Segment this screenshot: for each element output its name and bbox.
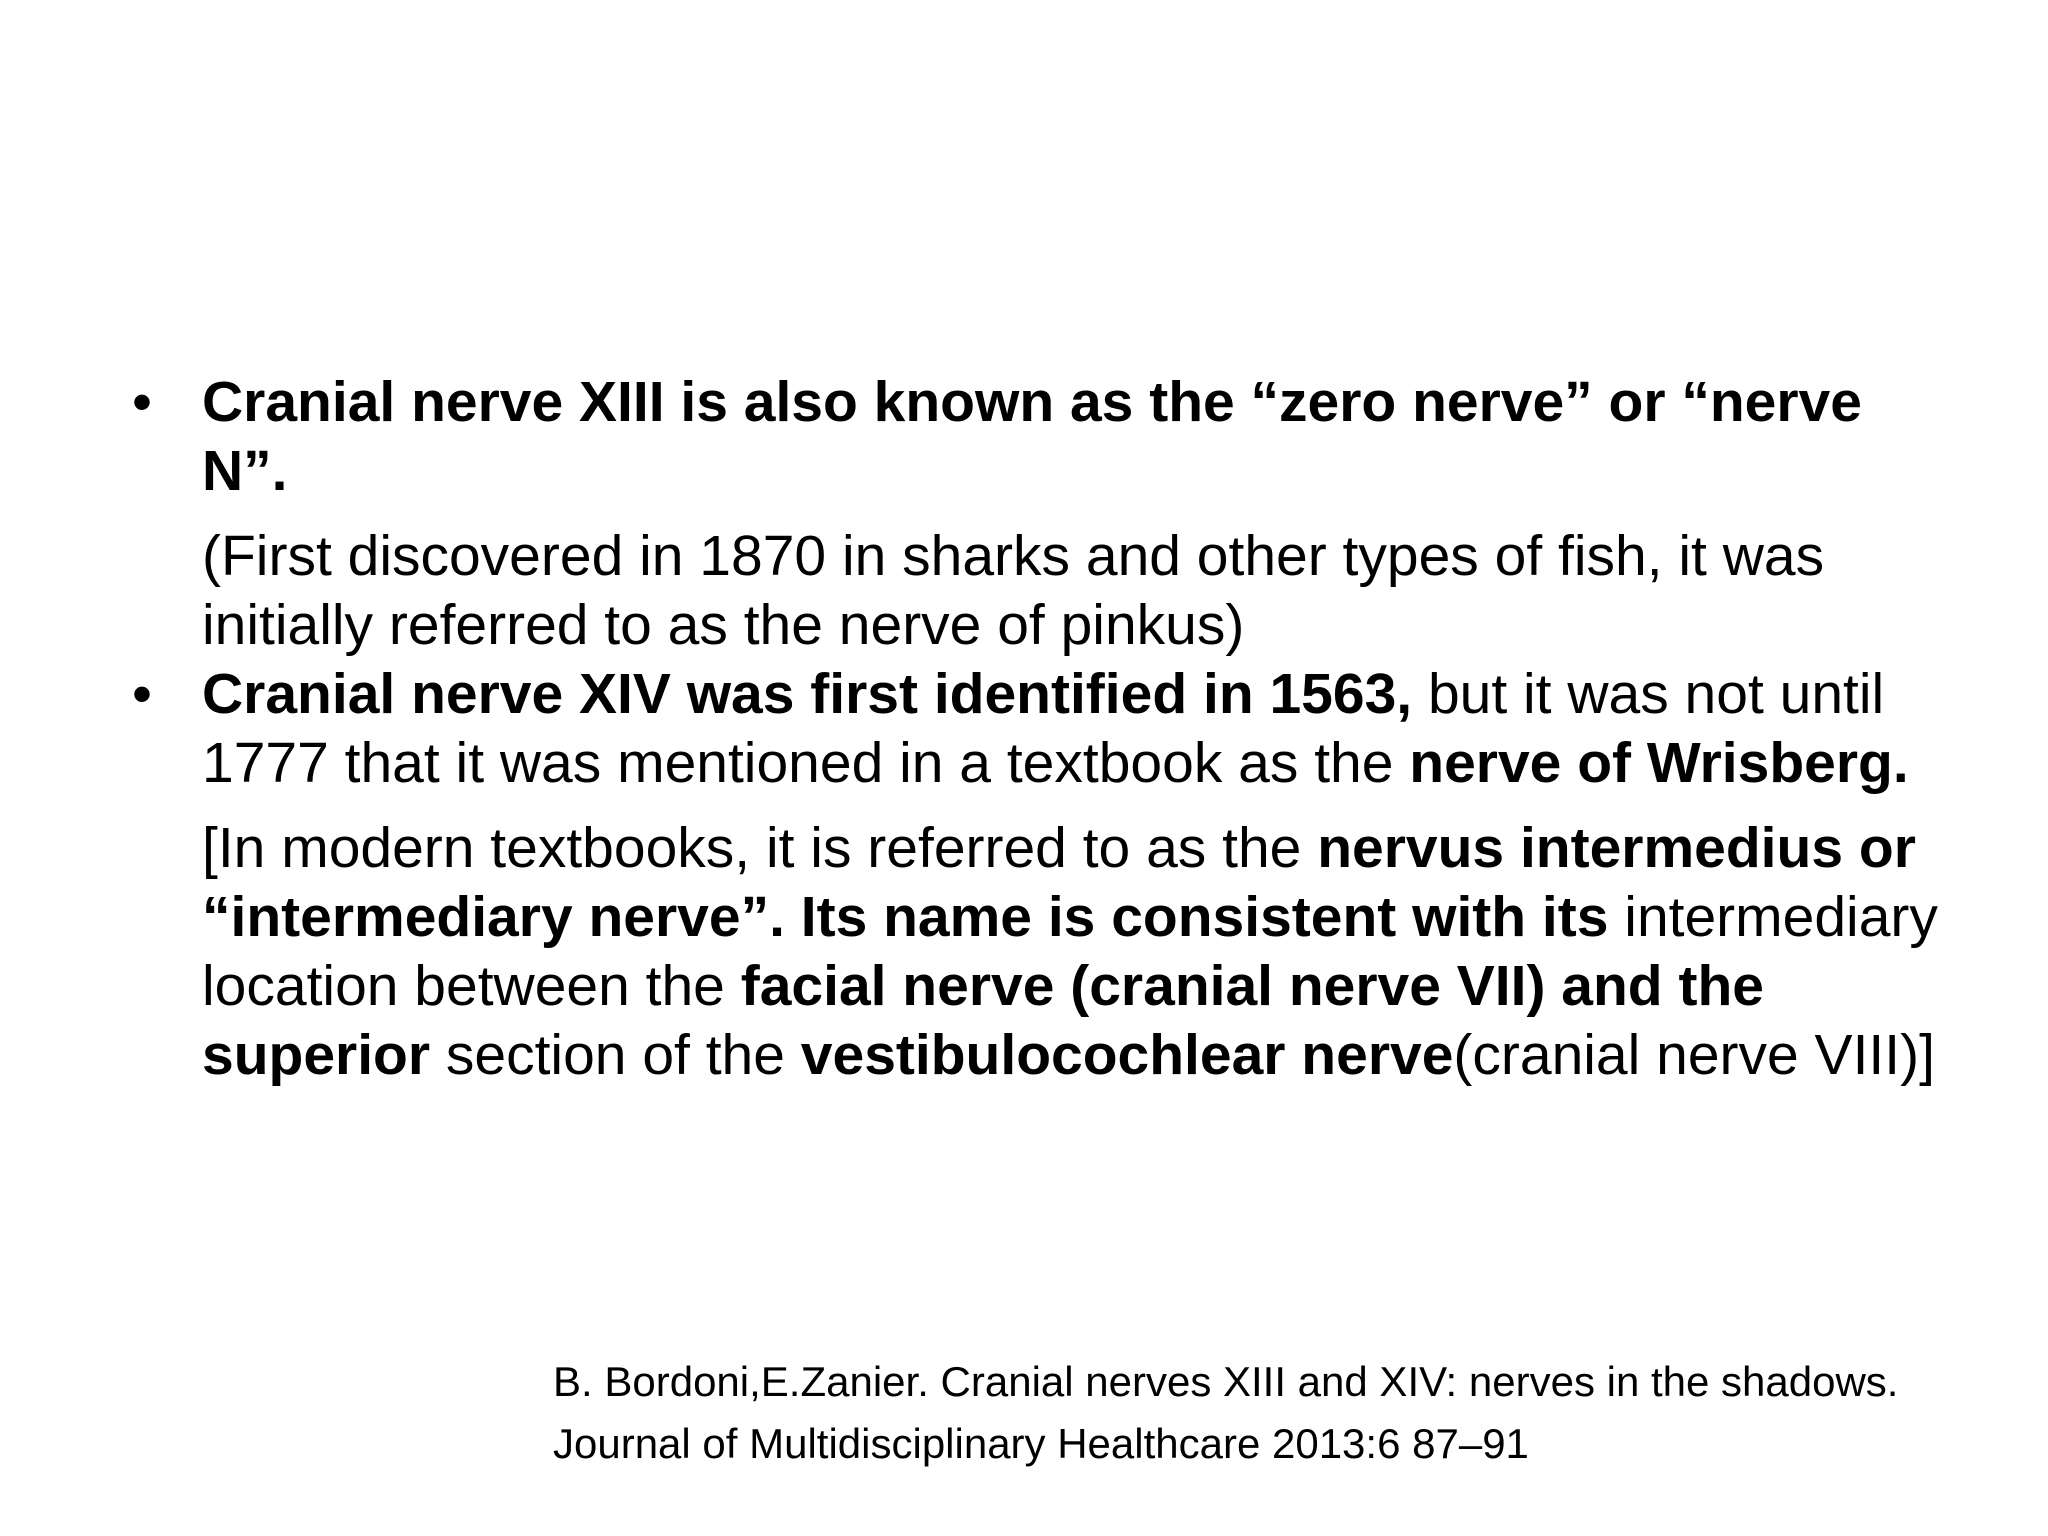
note-text: section of the (430, 1023, 801, 1087)
bullet-text: but it was not until 1777 that it was mentioned in a textbook as the (202, 662, 1885, 795)
bullet-text-bold: Cranial nerve XIV was first identified in 1563, (202, 662, 1413, 726)
note-text-bold: vestibulocochlear nerve (800, 1023, 1454, 1087)
note-text: intermediary location between the (202, 885, 1938, 1018)
bullet-point-icon: • (132, 370, 152, 434)
bullet-text-bold: nerve of Wrisberg. (1409, 731, 1909, 795)
note-text-bold: nervus intermedius or “intermediary nerve”. Its name is consistent with its (202, 816, 1916, 949)
citation (553, 1351, 2033, 1475)
bullet-note-nervus-intermedius (202, 814, 1962, 1090)
note-text: (First discovered in 1870 in sharks and other types of fish, it was initially referred to as the nerve of pinkus) (202, 524, 1825, 657)
bullet-text: Cranial nerve XIII is also known as the “zero nerve” or “nerve N”. (202, 370, 1862, 503)
note-text: (cranial nerve VIII)] (1453, 1023, 1935, 1087)
citation-authors-title: B. Bordoni,E.Zanier. Cranial nerves XIII and XIV: nerves in the shadows. (553, 1358, 1899, 1405)
bullet-cranial-nerve-xiv (132, 660, 1962, 798)
bullet-cranial-nerve-xiii (132, 368, 1962, 506)
slide-body (132, 368, 1962, 1090)
bullet-note-zero-nerve (202, 522, 1962, 660)
bullet-point-icon: • (132, 662, 152, 726)
note-text-bold: facial nerve (cranial nerve VII) and the superior (202, 954, 1764, 1087)
note-text: [In modern textbooks, it is referred to as the (202, 816, 1318, 880)
citation-journal: Journal of Multidisciplinary Healthcare 2013:6 87–91 (553, 1420, 1529, 1467)
